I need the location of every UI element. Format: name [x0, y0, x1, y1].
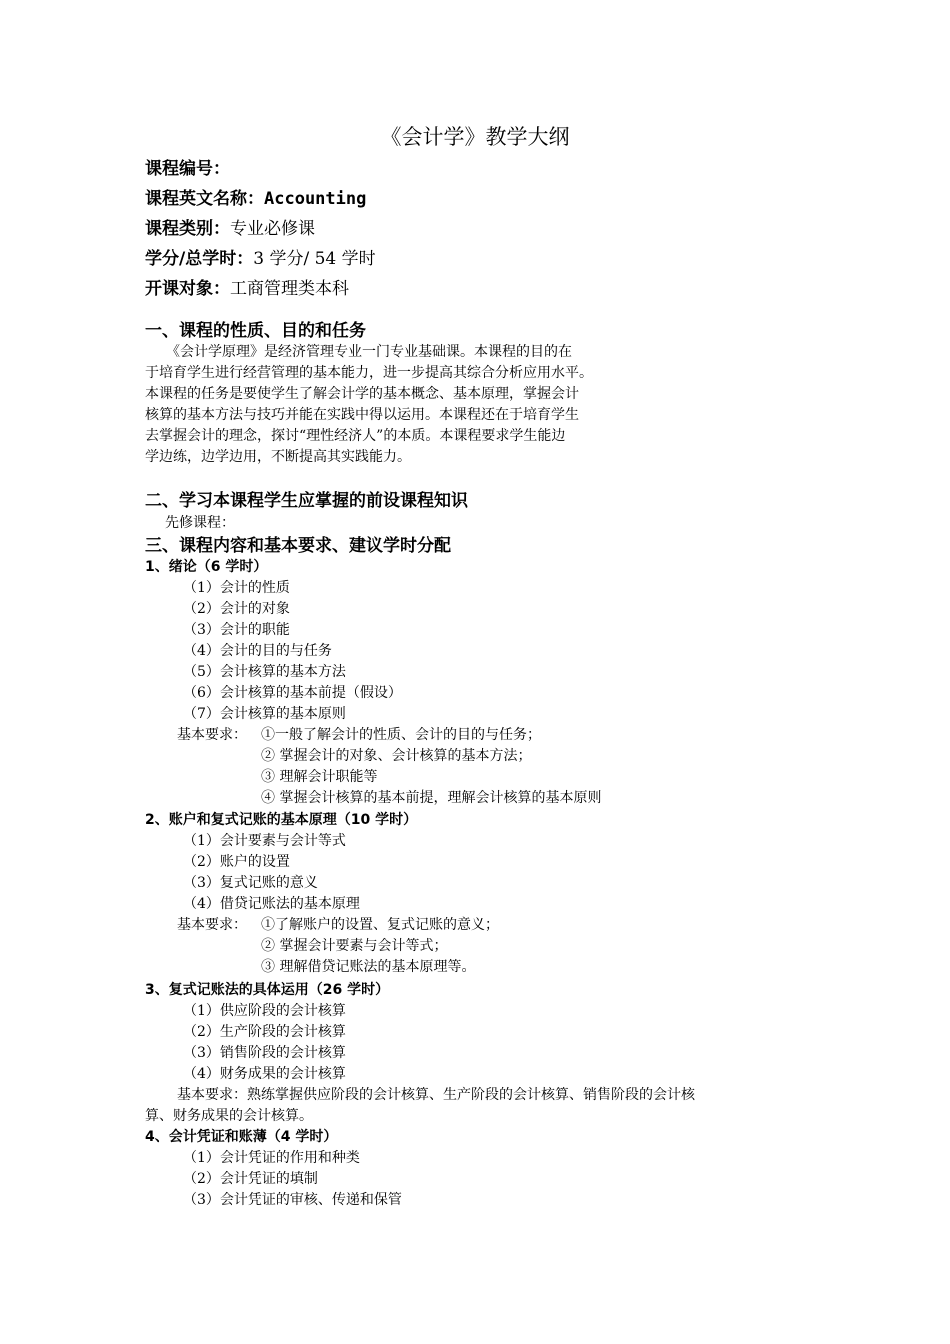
requirement-row	[177, 725, 541, 746]
list-item: （5）会计核算的基本方法	[183, 664, 346, 680]
paragraph-line: 学边练，边学边用，不断提高其实践能力。	[145, 449, 411, 465]
course-type-row	[145, 214, 376, 244]
list-item: （1）供应阶段的会计核算	[183, 1003, 346, 1019]
course-meta	[145, 154, 376, 304]
course-code-label: 课程编号：	[145, 159, 230, 179]
chapter-2-heading: 2、账户和复式记账的基本原理（10 学时）	[145, 812, 418, 828]
chapter-1-topics	[183, 578, 402, 725]
course-type-label: 课程类别：	[145, 219, 230, 239]
course-credit-row	[145, 244, 376, 274]
course-english-name-value: Accounting	[264, 189, 367, 209]
paragraph-line: 核算的基本方法与技巧并能在实践中得以运用。本课程还在于培育学生	[145, 407, 579, 423]
requirement-item: ①了解账户的设置、复式记账的意义；	[261, 917, 499, 933]
chapter-3-requirements	[145, 1085, 695, 1127]
chapter-3-heading: 3、复式记账法的具体运用（26 学时）	[145, 982, 390, 998]
document-title: 《会计学》教学大纲	[380, 125, 570, 149]
list-item: （3）会计的职能	[183, 622, 290, 638]
paragraph-line: 本课程的任务是要使学生了解会计学的基本概念、基本原理，掌握会计	[145, 386, 579, 402]
list-item: （3）销售阶段的会计核算	[183, 1045, 346, 1061]
course-credit-value: 3 学分/ 54 学时	[253, 249, 376, 269]
requirement-item: ④ 掌握会计核算的基本前提，理解会计核算的基本原则	[261, 790, 602, 806]
paragraph-line: 《会计学原理》是经济管理专业一门专业基础课。本课程的目的在	[145, 344, 572, 360]
section-2-heading: 二、学习本课程学生应掌握的前设课程知识	[145, 491, 468, 511]
requirement-item: ①一般了解会计的性质、会计的目的与任务；	[261, 727, 541, 743]
list-item: （2）会计凭证的填制	[183, 1171, 318, 1187]
requirement-item: ② 掌握会计要素与会计等式；	[261, 938, 448, 954]
requirement-label: 基本要求：	[177, 917, 247, 933]
requirement-item: ③ 理解会计职能等	[261, 769, 378, 785]
list-item: （1）会计的性质	[183, 580, 290, 596]
list-item: （4）会计的目的与任务	[183, 643, 332, 659]
list-item: （3）复式记账的意义	[183, 875, 318, 891]
chapter-4-heading: 4、会计凭证和账薄（4 学时）	[145, 1129, 338, 1145]
chapter-1-requirements	[177, 725, 602, 809]
list-item: （2）账户的设置	[183, 854, 290, 870]
list-item: （6）会计核算的基本前提（假设）	[183, 685, 402, 701]
requirement-row	[177, 936, 448, 957]
course-target-label: 开课对象：	[145, 279, 230, 299]
section-1-paragraph	[145, 342, 685, 468]
section-3-heading: 三、课程内容和基本要求、建议学时分配	[145, 536, 451, 556]
course-type-value: 专业必修课	[230, 219, 315, 239]
requirement-row	[177, 746, 532, 767]
course-credit-label: 学分/总学时：	[145, 249, 254, 269]
list-item: （2）生产阶段的会计核算	[183, 1024, 346, 1040]
requirement-line: 基本要求：熟练掌握供应阶段的会计核算、生产阶段的会计核算、销售阶段的会计核	[163, 1087, 695, 1103]
chapter-4-topics	[183, 1148, 402, 1211]
list-item: （7）会计核算的基本原则	[183, 706, 346, 722]
paragraph-line: 于培育学生进行经营管理的基本能力，进一步提高其综合分析应用水平。	[145, 365, 593, 381]
paragraph-line: 去掌握会计的理念，探讨“理性经济人”的本质。本课程要求学生能边	[145, 428, 566, 444]
course-target-value: 工商管理类本科	[230, 279, 349, 299]
course-english-name-label: 课程英文名称：	[145, 189, 264, 209]
requirement-row	[177, 767, 378, 788]
list-item: （3）会计凭证的审核、传递和保管	[183, 1192, 402, 1208]
list-item: （2）会计的对象	[183, 601, 290, 617]
requirement-row	[177, 788, 602, 809]
course-code-row	[145, 154, 376, 184]
list-item: （1）会计凭证的作用和种类	[183, 1150, 360, 1166]
course-english-name-row	[145, 184, 376, 214]
list-item: （4）财务成果的会计核算	[183, 1066, 346, 1082]
chapter-3-topics	[183, 1001, 346, 1085]
requirement-row	[177, 957, 476, 978]
chapter-1-heading: 1、绪论（6 学时）	[145, 559, 268, 575]
requirement-line: 算、财务成果的会计核算。	[145, 1108, 313, 1124]
chapter-2-topics	[183, 831, 360, 915]
course-target-row	[145, 274, 376, 304]
section-1-heading: 一、课程的性质、目的和任务	[145, 321, 366, 341]
requirement-item: ③ 理解借贷记账法的基本原理等。	[261, 959, 476, 975]
list-item: （4）借贷记账法的基本原理	[183, 896, 360, 912]
prerequisite-text: 先修课程：	[165, 515, 235, 531]
requirement-label: 基本要求：	[177, 727, 247, 743]
chapter-2-requirements	[177, 915, 499, 978]
requirement-item: ② 掌握会计的对象、会计核算的基本方法；	[261, 748, 532, 764]
list-item: （1）会计要素与会计等式	[183, 833, 346, 849]
requirement-row	[177, 915, 499, 936]
